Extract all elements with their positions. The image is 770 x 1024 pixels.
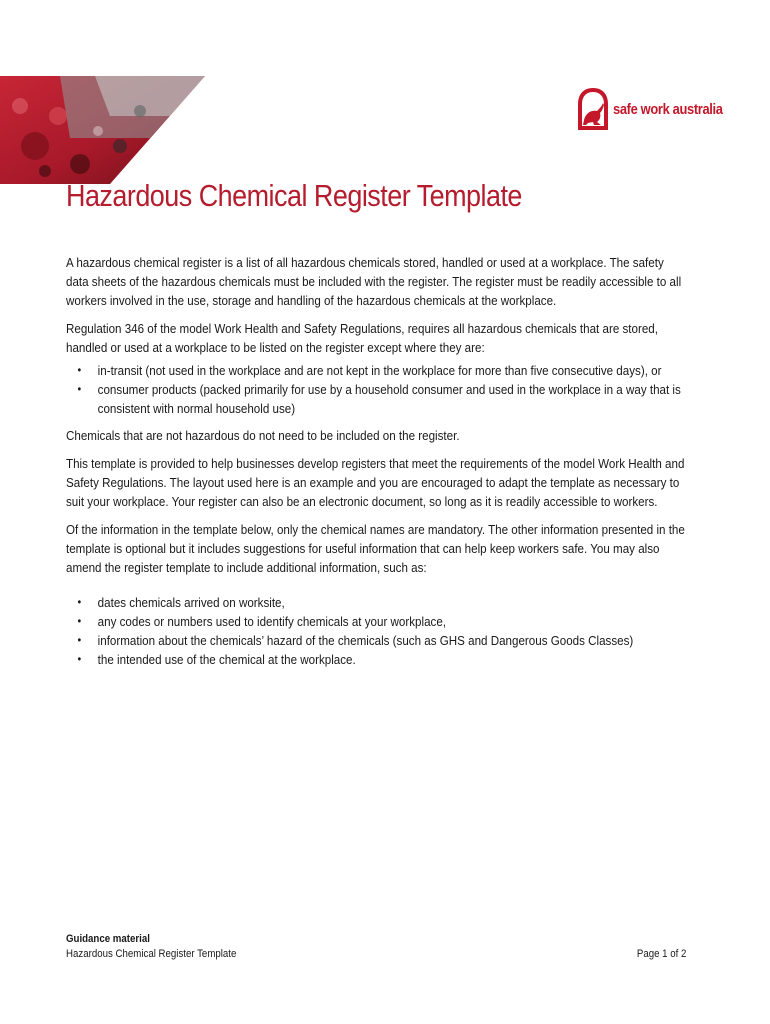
bullet-icon: • — [77, 382, 82, 396]
list-item: • information about the chemicals’ hazard of the chemicals (such as GHS and Dangerous Goods Classes) — [77, 633, 634, 648]
list-item: • consumer products (packed primarily for use by a household consumer and used in the workplace in a way that is consistent with normal household use) — [77, 382, 681, 416]
list-item: • dates chemicals arrived on worksite, — [77, 595, 285, 610]
list-item: • any codes or numbers used to identify chemicals at your workplace, — [77, 614, 447, 629]
page-number: Page 1 of 2 — [636, 948, 687, 960]
list-item: • in-transit (not used in the workplace and are not kept in the workplace for more than five consecutive days), or — [77, 363, 662, 378]
bullet-icon: • — [77, 652, 82, 666]
intro-paragraph: A hazardous chemical register is a list of all hazardous chemicals stored, handled or used at a workplace. The safety data sheets of the hazardous chemicals must be included with the register. The register must be readily accessible to all workers involved in the use, storage and handling of the hazardous chemicals at the workplace. — [66, 255, 682, 308]
exceptions-list — [66, 361, 686, 418]
template-note-paragraph: This template is provided to help businesses develop registers that meet the requirements of the model Work Health and Safety Regulations. The layout used here is an example and you are encouraged to adapt the template as necessary to suit your workplace. Your register can also be an electronic document, so long as it is readily accessible to workers. — [66, 456, 685, 509]
bullet-icon: • — [77, 614, 82, 628]
non-hazardous-paragraph: Chemicals that are not hazardous do not need to be included on the register. — [66, 428, 460, 443]
decorative-red-banner — [0, 76, 205, 184]
footer-document-kind: Guidance material — [66, 933, 150, 945]
page-title: Hazardous Chemical Register Template — [66, 178, 522, 213]
regulation-paragraph: Regulation 346 of the model Work Health and Safety Regulations, requires all hazardous chemicals that are stored, handled or used at a workplace to be listed on the register except where they are: — [66, 321, 658, 355]
page-footer — [66, 932, 686, 962]
decorative-banner-image — [0, 76, 205, 184]
optional-info-paragraph: Of the information in the template below, only the chemical names are mandatory. The other information presented in the template is optional but it includes suggestions for useful information that can help keep workers safe. You may also amend the register template to include additional information, such as: — [66, 522, 685, 575]
additional-info-list — [66, 593, 686, 669]
bullet-icon: • — [77, 363, 82, 377]
safe-work-australia-logo — [576, 84, 723, 134]
logo-brand-text: safe work australia — [613, 100, 723, 118]
list-item: • the intended use of the chemical at the workplace. — [77, 652, 356, 667]
footer-document-name: Hazardous Chemical Register Template — [66, 948, 237, 960]
document-body — [66, 253, 686, 677]
bullet-icon: • — [77, 595, 82, 609]
kangaroo-logo-icon — [576, 86, 610, 132]
bullet-icon: • — [77, 633, 82, 647]
footer-row — [66, 947, 686, 962]
